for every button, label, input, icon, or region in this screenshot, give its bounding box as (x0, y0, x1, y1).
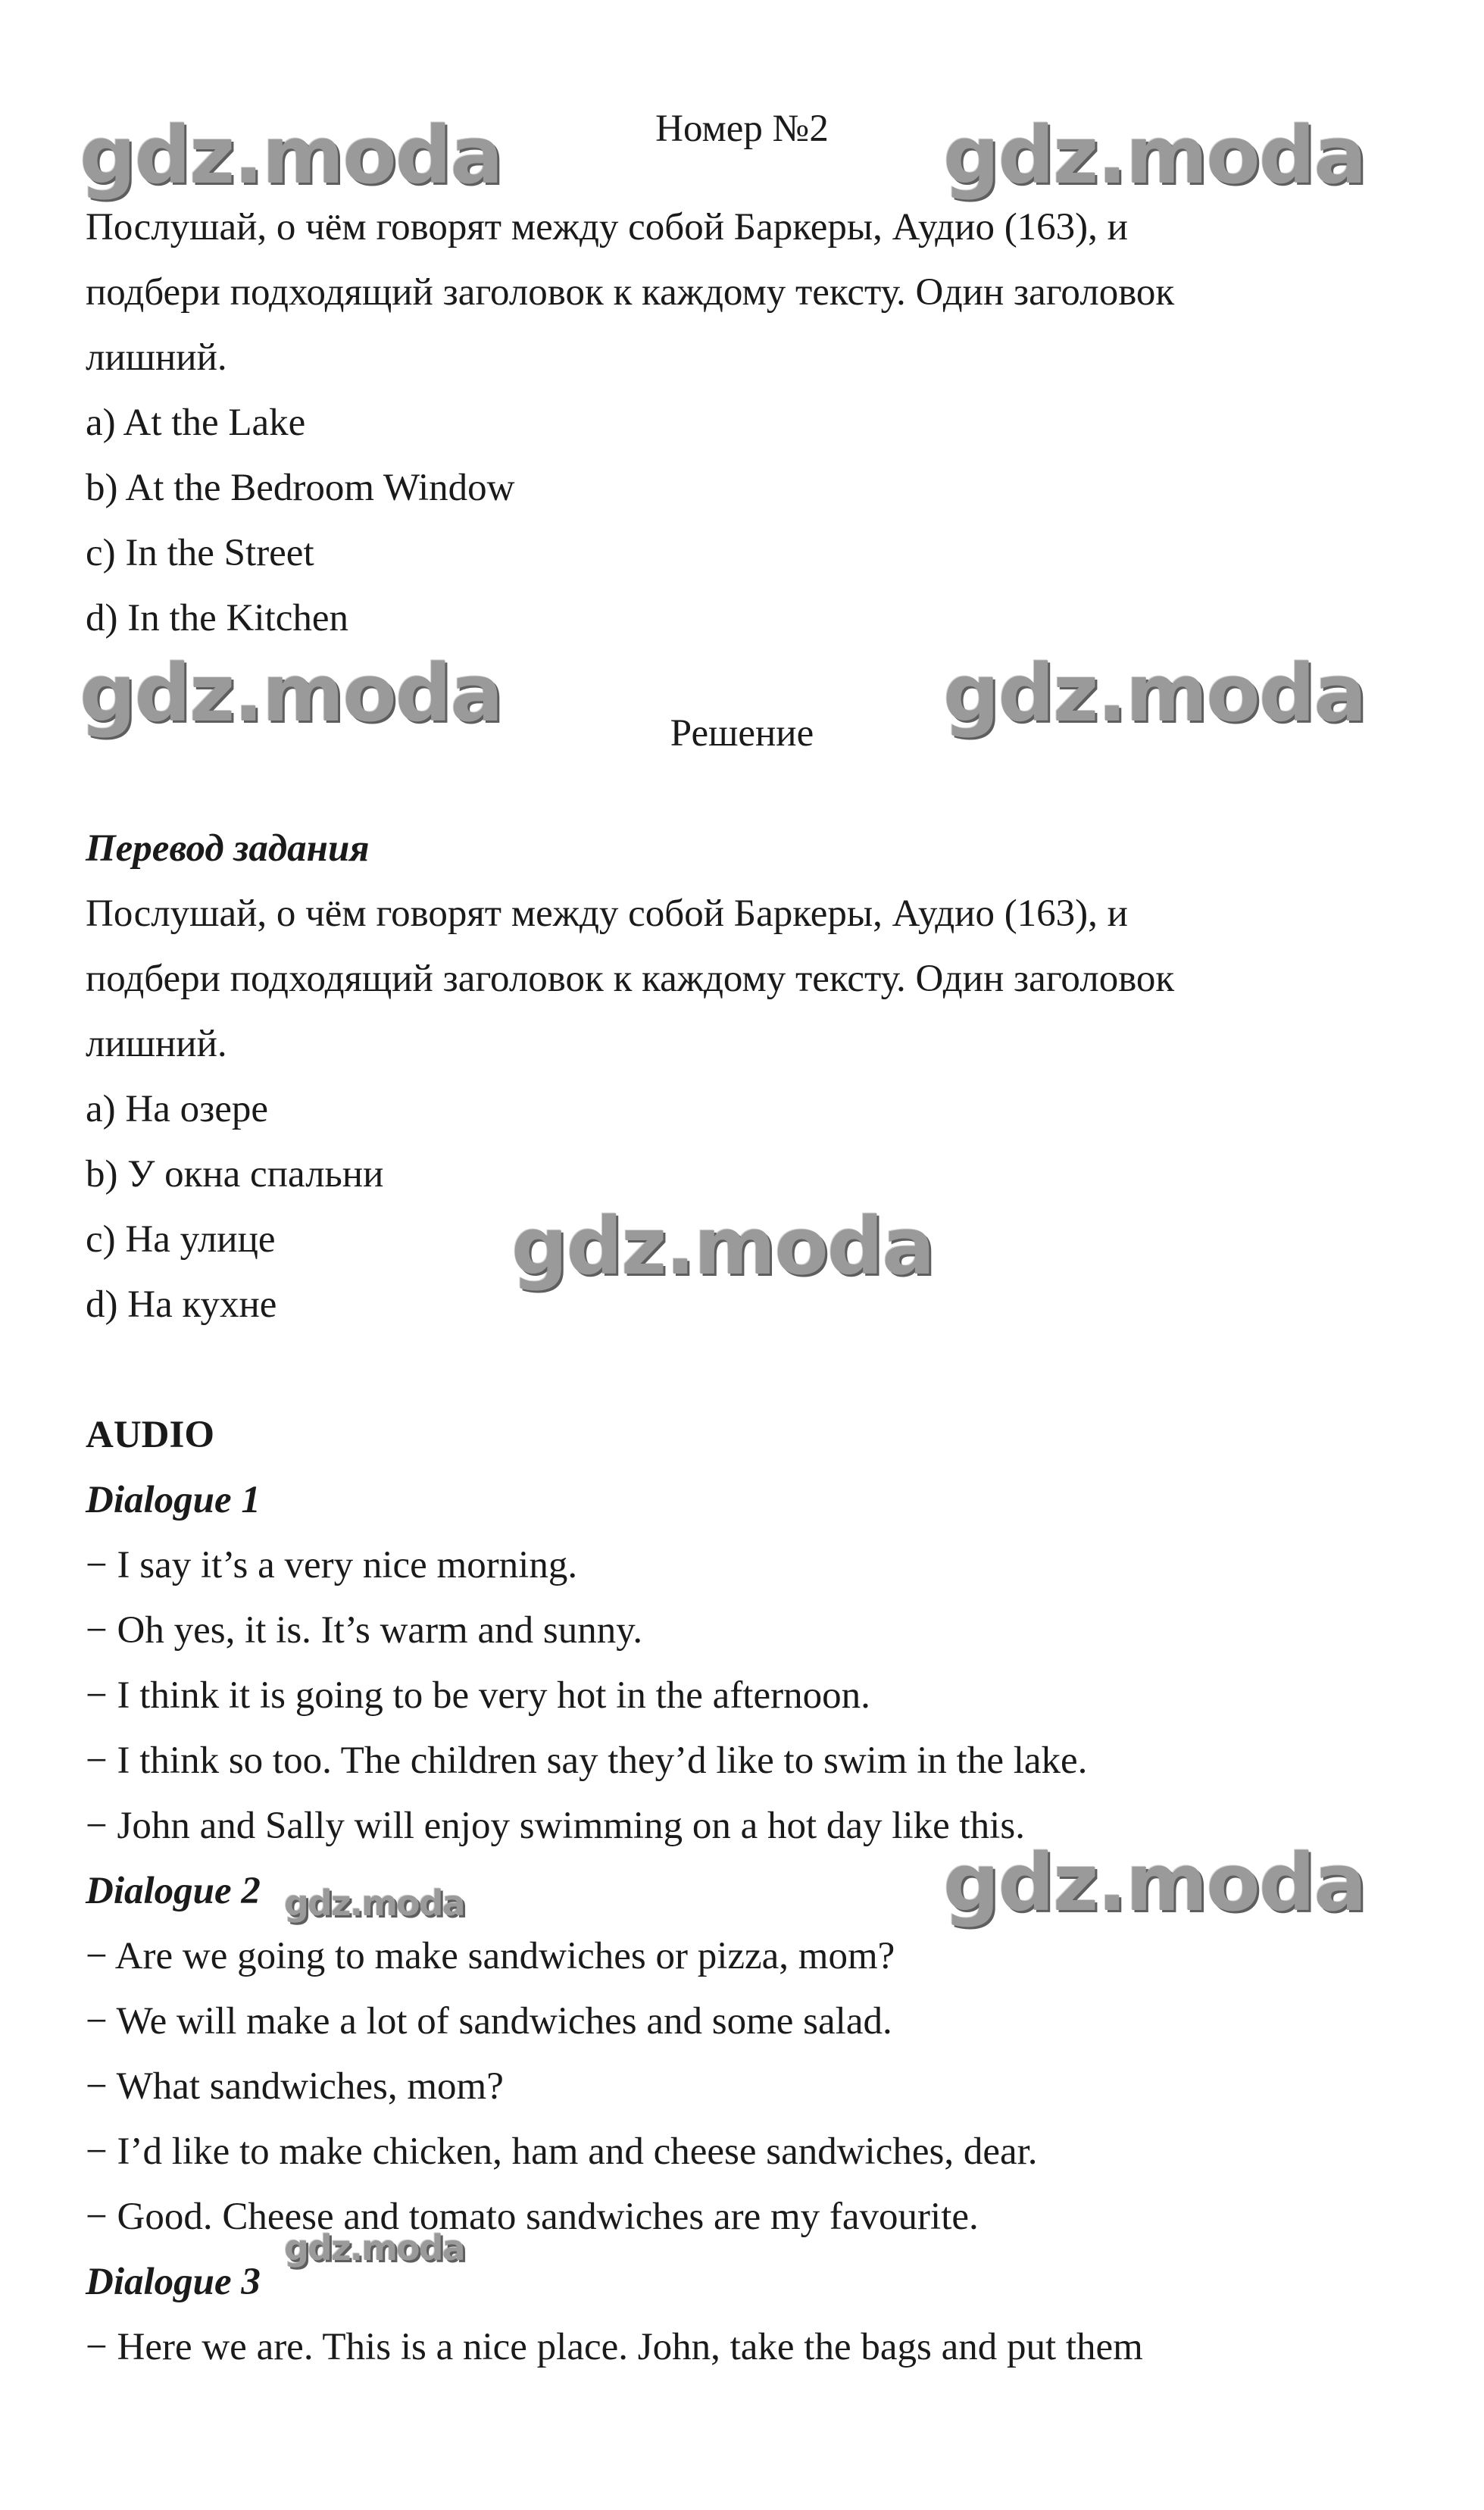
dialogue-line: − I’d like to make chicken, ham and cheese sandwiches, dear. (86, 2130, 1038, 2173)
translation-heading: Перевод задания (86, 827, 370, 870)
dialogue-title: Dialogue 1 (86, 1479, 261, 1521)
watermark-logo: gdz.moda (943, 109, 1366, 202)
dialogue-line: − We will make a lot of sandwiches and some salad. (86, 2000, 892, 2043)
dialogue-title: Dialogue 3 (86, 2261, 261, 2303)
dialogue-line: − I say it’s a very nice morning. (86, 1544, 578, 1586)
dialogue-title: Dialogue 2 (86, 1870, 261, 1912)
watermark-logo: gdz.moda (943, 647, 1366, 739)
dialogue-line: − What sandwiches, mom? (86, 2065, 504, 2108)
translation-option: d) На кухне (86, 1283, 277, 1326)
task-option: d) In the Kitchen (86, 597, 348, 639)
watermark-logo-small: gdz.moda (284, 1883, 464, 1924)
watermark-logo: gdz.moda (80, 647, 502, 739)
dialogue-line: − John and Sally will enjoy swimming on a hot day like this. (86, 1805, 1025, 1847)
watermark-logo: gdz.moda (511, 1200, 934, 1293)
dialogue-line: − Good. Cheese and tomato sandwiches are my favourite. (86, 2196, 979, 2238)
watermark-logo: gdz.moda (943, 1836, 1366, 1929)
task-line: подбери подходящий заголовок к каждому тексту. Один заголовок (86, 271, 1175, 314)
translation-line: лишний. (86, 1023, 227, 1065)
watermark-logo: gdz.moda (80, 109, 502, 202)
dialogue-line: − Oh yes, it is. It’s warm and sunny. (86, 1609, 643, 1652)
dialogue-line: − Are we going to make sandwiches or pizza, mom? (86, 1935, 895, 1977)
task-option: a) At the Lake (86, 402, 306, 444)
task-option: c) In the Street (86, 532, 314, 574)
task-number: Номер №2 (655, 108, 829, 150)
translation-option: c) На улице (86, 1218, 276, 1261)
watermark-logo-small: gdz.moda (284, 2227, 464, 2268)
task-option: b) At the Bedroom Window (86, 467, 515, 509)
dialogue-line: − I think so too. The children say they’d like to swim in the lake. (86, 1739, 1088, 1782)
task-line: лишний. (86, 336, 227, 379)
translation-option: b) У окна спальни (86, 1153, 384, 1196)
translation-line: подбери подходящий заголовок к каждому тексту. Один заголовок (86, 958, 1175, 1000)
translation-option: a) На озере (86, 1088, 269, 1130)
task-line: Послушай, о чём говорят между собой Баркеры, Аудио (163), и (86, 206, 1128, 248)
audio-heading: AUDIO (86, 1414, 215, 1456)
dialogue-line: − I think it is going to be very hot in the afternoon. (86, 1674, 870, 1717)
dialogue-line: − Here we are. This is a nice place. John, take the bags and put them (86, 2326, 1143, 2368)
solution-heading: Решение (670, 712, 814, 755)
translation-line: Послушай, о чём говорят между собой Баркеры, Аудио (163), и (86, 892, 1128, 935)
